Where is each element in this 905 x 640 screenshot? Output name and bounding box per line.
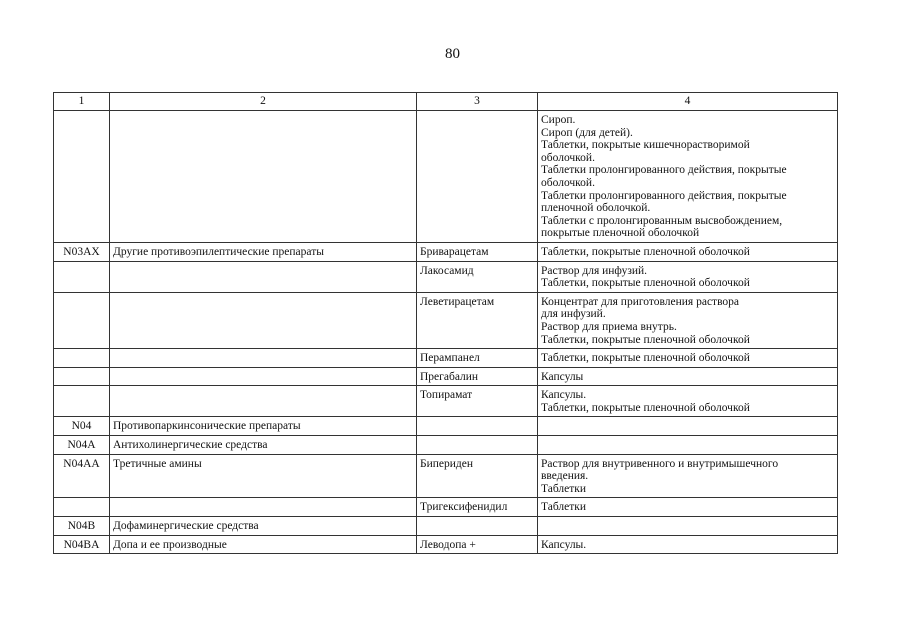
dosage-form-line: Таблетки, покрытые кишечнорастворимой — [541, 139, 750, 152]
dosage-form-line: Раствор для инфузий. — [541, 264, 648, 277]
atc-code-cell: N04BA — [54, 535, 110, 554]
group-name-cell: Дофаминергические средства — [110, 517, 417, 536]
column-header: 2 — [110, 93, 417, 111]
atc-code-cell — [54, 367, 110, 386]
table-body — [54, 93, 838, 554]
dosage-form-line: Таблетки, покрытые пленочной оболочкой — [541, 277, 750, 290]
atc-code-cell — [54, 386, 110, 417]
dosage-forms-cell — [538, 417, 838, 436]
atc-code-cell — [54, 498, 110, 517]
column-header-row — [54, 93, 838, 111]
drug-name-cell — [417, 517, 538, 536]
dosage-form-line: Таблетки, покрытые пленочной оболочкой — [541, 245, 750, 258]
dosage-forms-cell — [538, 436, 838, 455]
dosage-form-line: Таблетки — [541, 482, 587, 495]
table-row — [54, 417, 838, 436]
dosage-form-line: покрытые пленочной оболочкой — [541, 227, 700, 240]
drug-name-cell: Леветирацетам — [417, 292, 538, 348]
dosage-form-line: Капсулы. — [541, 389, 587, 402]
dosage-form-line: введения. — [541, 470, 589, 483]
table-row — [54, 292, 838, 348]
continuation-row — [54, 111, 838, 243]
drug-name-cell: Леводопа + — [417, 535, 538, 554]
dosage-form-line: Таблетки пролонгированного действия, покрытые — [541, 164, 787, 177]
atc-code-cell: N03AX — [54, 242, 110, 261]
table-row — [54, 367, 838, 386]
dosage-forms-cell — [538, 242, 838, 261]
dosage-form-line: оболочкой. — [541, 151, 595, 164]
drug-name-cell: Лакосамид — [417, 261, 538, 292]
dosage-forms-cell — [538, 367, 838, 386]
group-name-cell: Третичные амины — [110, 454, 417, 498]
dosage-form-line: Таблетки, покрытые пленочной оболочкой — [541, 401, 750, 414]
dosage-form-line: Раствор для приема внутрь. — [541, 320, 677, 333]
group-name-cell — [110, 498, 417, 517]
dosage-form-line: для инфузий. — [541, 308, 606, 321]
dosage-form-line: Раствор для внутривенного и внутримышечного — [541, 457, 779, 470]
dosage-form-line: Таблетки, покрытые пленочной оболочкой — [541, 352, 750, 365]
dosage-forms-cell — [538, 111, 838, 243]
dosage-form-line: оболочкой. — [541, 176, 595, 189]
dosage-forms-cell — [538, 386, 838, 417]
table-row — [54, 436, 838, 455]
dosage-forms-cell — [538, 349, 838, 368]
dosage-form-line: Таблетки — [541, 501, 587, 514]
group-name-cell — [110, 111, 417, 243]
dosage-forms-cell — [538, 454, 838, 498]
dosage-forms-cell — [538, 535, 838, 554]
atc-code-cell: N04AA — [54, 454, 110, 498]
dosage-forms-cell — [538, 292, 838, 348]
dosage-form-line: Таблетки пролонгированного действия, покрытые — [541, 189, 787, 202]
atc-code-cell: N04B — [54, 517, 110, 536]
drug-name-cell: Прегабалин — [417, 367, 538, 386]
dosage-forms-cell — [538, 517, 838, 536]
group-name-cell — [110, 261, 417, 292]
dosage-form-line: Капсулы. — [541, 538, 587, 551]
dosage-form-line: Сироп. — [541, 114, 576, 126]
dosage-forms-cell — [538, 261, 838, 292]
dosage-form-line: пленочной оболочкой. — [541, 202, 651, 215]
group-name-cell — [110, 367, 417, 386]
table-row — [54, 517, 838, 536]
dosage-form-line: Капсулы — [541, 370, 584, 383]
group-name-cell — [110, 292, 417, 348]
group-name-cell — [110, 349, 417, 368]
dosage-form-line: Сироп (для детей). — [541, 126, 633, 139]
drug-name-cell — [417, 436, 538, 455]
drug-name-cell — [417, 417, 538, 436]
table-row — [54, 261, 838, 292]
atc-code-cell — [54, 292, 110, 348]
atc-code-cell: N04A — [54, 436, 110, 455]
drug-name-cell: Тригексифенидил — [417, 498, 538, 517]
atc-code-cell — [54, 349, 110, 368]
dosage-forms-cell — [538, 498, 838, 517]
column-header: 3 — [417, 93, 538, 111]
atc-code-cell: N04 — [54, 417, 110, 436]
column-header: 1 — [54, 93, 110, 111]
table-row — [54, 454, 838, 498]
group-name-cell: Другие противоэпилептические препараты — [110, 242, 417, 261]
table-row — [54, 535, 838, 554]
dosage-form-line: Таблетки с пролонгированным высвобождением, — [541, 214, 783, 227]
drug-name-cell: Перампанел — [417, 349, 538, 368]
group-name-cell — [110, 386, 417, 417]
group-name-cell: Противопаркинсонические препараты — [110, 417, 417, 436]
drug-name-cell: Топирамат — [417, 386, 538, 417]
table-row — [54, 386, 838, 417]
table-row — [54, 242, 838, 261]
drug-name-cell — [417, 111, 538, 243]
dosage-form-line: Концентрат для приготовления раствора — [541, 295, 740, 308]
drug-name-cell: Бипериден — [417, 454, 538, 498]
drug-name-cell: Бриварацетам — [417, 242, 538, 261]
table-row — [54, 349, 838, 368]
group-name-cell: Допа и ее производные — [110, 535, 417, 554]
dosage-form-line: Таблетки, покрытые пленочной оболочкой — [541, 333, 750, 346]
atc-code-cell — [54, 111, 110, 243]
atc-code-cell — [54, 261, 110, 292]
group-name-cell: Антихолинергические средства — [110, 436, 417, 455]
column-header: 4 — [538, 93, 838, 111]
table-row — [54, 498, 838, 517]
drug-table — [53, 92, 838, 554]
page-number: 80 — [445, 46, 460, 62]
